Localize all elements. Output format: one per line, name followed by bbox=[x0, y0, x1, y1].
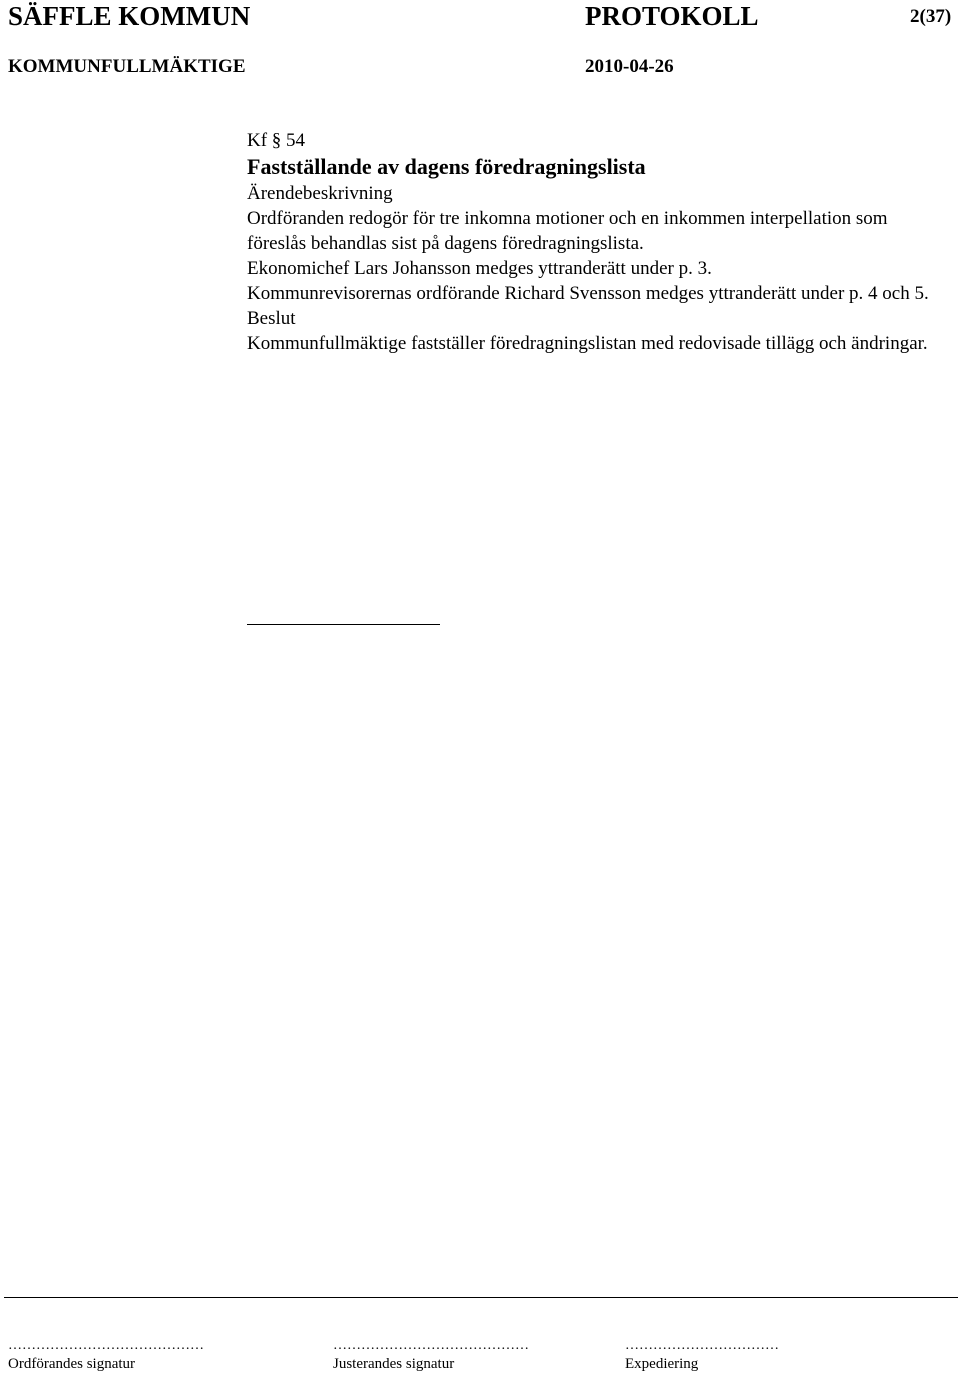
paragraph-summary: Ordföranden redogör för tre inkomna motioner och en inkommen interpellation som föreslås behandlas sist på dagens föredragningslista. bbox=[247, 208, 888, 254]
document-type: PROTOKOLL bbox=[585, 1, 759, 31]
section-end-rule bbox=[247, 624, 440, 625]
meeting-date: 2010-04-26 bbox=[585, 56, 674, 77]
adjuster-signature-label: Justerandes signatur bbox=[333, 1356, 455, 1372]
item-title: Fastställande av dagens föredragningslista bbox=[247, 154, 646, 179]
paragraph-speaking-right-1: Ekonomichef Lars Johansson medges yttranderätt under p. 3. bbox=[247, 258, 712, 279]
decision-body: KOMMUNFULLMÄKTIGE bbox=[8, 56, 246, 77]
item-reference: Kf § 54 bbox=[247, 130, 306, 151]
paragraph-speaking-right-2: Kommunrevisorernas ordförande Richard Svensson medges yttranderätt under p. 4 och 5. bbox=[247, 283, 929, 304]
item-content bbox=[247, 128, 947, 356]
dispatch-signature-line: …………………………… bbox=[625, 1338, 779, 1353]
decision-heading: Beslut bbox=[247, 308, 296, 329]
decision-text: Kommunfullmäktige fastställer föredragningslistan med redovisade tillägg och ändringar. bbox=[247, 333, 928, 354]
chair-signature-line: …………………………………… bbox=[8, 1338, 204, 1353]
chair-signature-label: Ordförandes signatur bbox=[8, 1356, 136, 1372]
adjuster-signature-line: …………………………………… bbox=[333, 1338, 529, 1353]
description-heading: Ärendebeskrivning bbox=[247, 183, 393, 204]
dispatch-label: Expediering bbox=[625, 1356, 699, 1372]
footer-rule bbox=[4, 1297, 958, 1298]
page-number: 2(37) bbox=[910, 6, 952, 27]
organization-name: SÄFFLE KOMMUN bbox=[8, 1, 251, 31]
